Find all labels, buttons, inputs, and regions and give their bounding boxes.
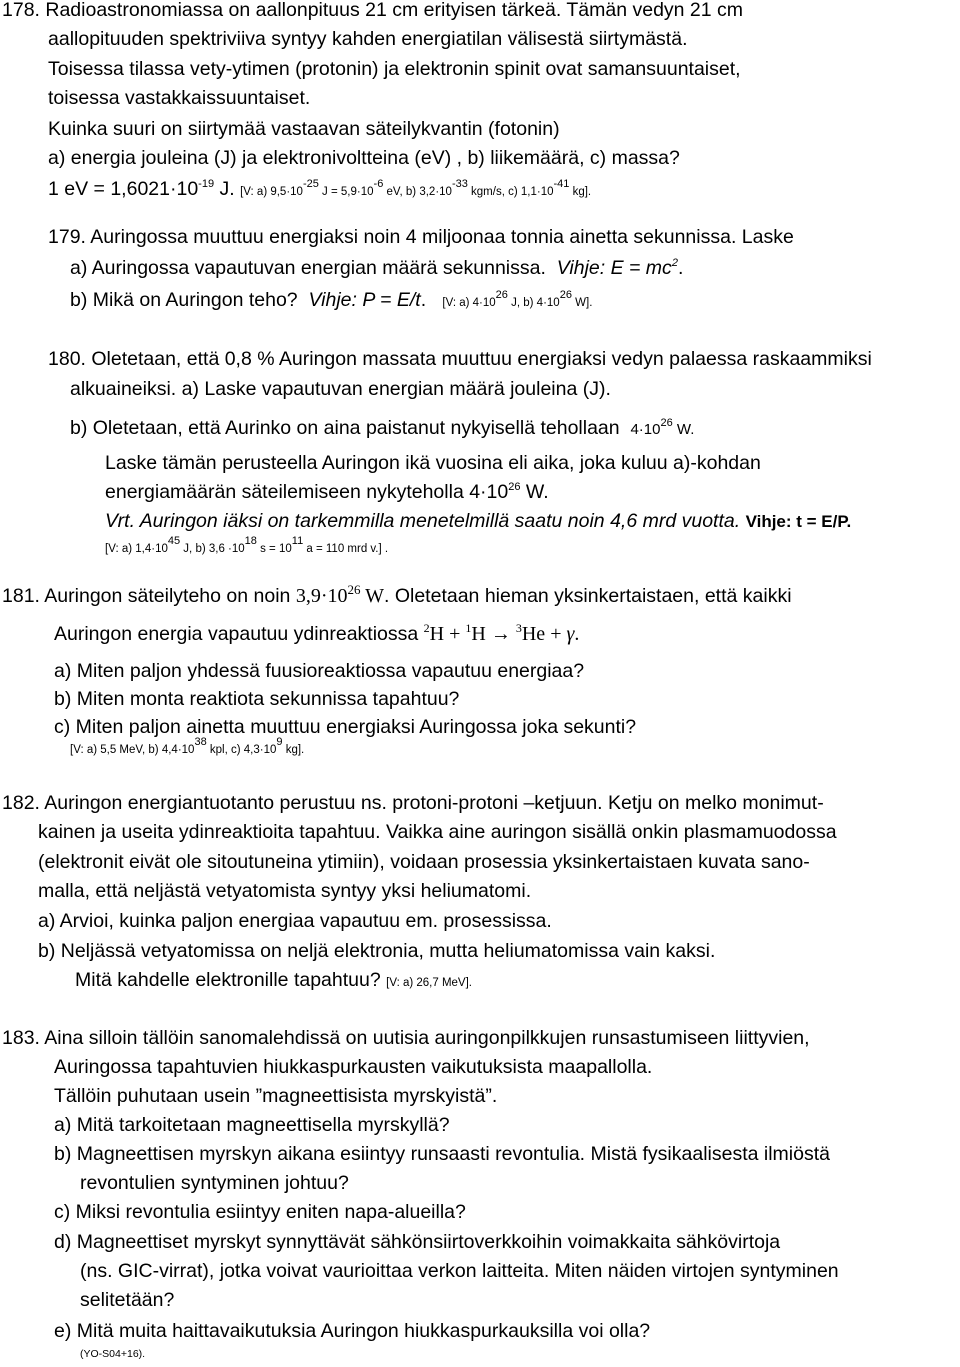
p182-answer: [V: a) 26,7 MeV]. (386, 977, 472, 989)
p181-line-1: 181. Auringon säteilyteho on noin $3,9\cdot 10^{26}$ W. Oletetaan hieman yksinkertaistaen, että kaikki (2, 582, 792, 607)
p179-answer: [V: a) 4·1026 J, b) 4·1026 W]. (442, 289, 593, 309)
p181-line-2: Auringon energia vapautuu ydinreaktiossa $^2$H + $^1$H → $^3$He + γ. (54, 621, 580, 645)
p181-answer: [V: a) 5,5 MeV, b) 4,4·1038 kpl, c) 4,3·109 kg]. (70, 736, 305, 756)
hint-mc2: Vihje: E = mc (556, 257, 672, 279)
p182-line-7: Mitä kahdelle elektronille tapahtuu? [V: a) 26,7 MeV]. (75, 969, 472, 991)
solar-power-value: 3,9·10 (295, 585, 348, 607)
p183-line-11: e) Mitä muita haittavaikutuksia Auringon hiukkaspurkauksilla voi olla? (54, 1320, 651, 1342)
p180-line-4: Laske tämän perusteella Auringon ikä vuosina eli aika, joka kuluu a)-kohdan (105, 452, 761, 474)
p180-line-5: energiamäärän säteilemiseen nykyteholla $4\cdot 10^{26}$ W. (105, 481, 549, 503)
p183-line-5: b) Magneettisen myrskyn aikana esiintyy runsaasti revontulia. Mistä fysikaalisesta ilmiöstä (54, 1143, 830, 1165)
p180-answer: [V: a) 1,4·1045 J, b) 3,6 ·1018 s = 1011 a = 110 mrd v.] . (105, 535, 389, 555)
p178-line-2: aallopituuden spektriviiva syntyy kahden energiatilan välisestä siirtymästä. (48, 28, 688, 50)
p180-line-6: Vrt. Auringon iäksi on tarkemmilla menetelmillä saatu noin 4,6 mrd vuotta. Vihje: t = E/P. (105, 510, 852, 532)
p181-line-4: b) Miten monta reaktiota sekunnissa tapahtuu? (54, 688, 460, 710)
p180-line-3: b) Oletetaan, että Aurinko on aina paistanut nykyisellä tehollaan $4\cdot 10^{26}$ W. (70, 417, 695, 439)
p182-line-3: (elektronit eivät ole sitoutuneina ytimiin), voidaan prosessia yksinkertaistaen kuvata sano- (38, 851, 810, 873)
p179-line-2: a) Auringossa vapautuvan energian määrä sekunnissa. Vihje: $E = mc^2$. (70, 257, 684, 279)
p183-source: (YO-S04+16). (80, 1348, 146, 1360)
p182-line-2: kainen ja useita ydinreaktioita tapahtuu. Vaikka aine auringon sisällä onkin plasmamuodossa (38, 821, 837, 843)
fusion-equation: $^2$H + $^1$H → $^3$He + γ. (423, 621, 580, 645)
p183-line-2: Auringossa tapahtuvien hiukkaspurkausten vaikutuksista maapallolla. (54, 1056, 653, 1078)
hint-power: Vihje: P = E/t (308, 289, 421, 311)
p182-line-5: a) Arvioi, kuinka paljon energiaa vapautuu em. prosessissa. (38, 910, 552, 932)
p178-line-7 (48, 176, 591, 205)
p183-line-8: d) Magneettiset myrskyt synnyttävät sähkönsiirtoverkkoihin voimakkaita sähkövirtoja (54, 1231, 781, 1253)
p180-line-1: 180. Oletetaan, että 0,8 % Auringon massata muuttuu energiaksi vedyn palaessa raskaammiksi (48, 348, 872, 370)
p178-line-3: Toisessa tilassa vety-ytimen (protonin) ja elektronin spinit ovat samansuuntaiset, (48, 58, 741, 80)
ev-conversion: 1 eV = 1,6021·10 (48, 178, 199, 200)
p179-line-1: 179. Auringossa muuttuu energiaksi noin 4 miljoonaa tonnia ainetta sekunnissa. Laske (48, 226, 794, 248)
p178-line-6: a) energia jouleina (J) ja elektronivoltteina (eV) , b) liikemäärä, c) massa? (48, 147, 680, 169)
hint-time: Vihje: t = E/P. (745, 512, 852, 531)
ev-exponent: -19 (198, 178, 215, 190)
p181-line-3: a) Miten paljon yhdessä fuusioreaktiossa vapautuu energiaa? (54, 660, 585, 682)
p182-line-6: b) Neljässä vetyatomissa on neljä elektronia, mutta heliumatomissa vain kaksi. (38, 940, 716, 962)
p183-line-7: c) Miksi revontulia esiintyy eniten napa-alueilla? (54, 1201, 466, 1223)
p183-line-1: 183. Aina silloin tällöin sanomalehdissä on uutisia auringonpilkkujen runsastumiseen liittyvien, (2, 1027, 810, 1049)
p181-line-5: c) Miten paljon ainetta muuttuu energiaksi Auringossa joka sekunti? (54, 716, 637, 738)
p178-line-5: Kuinka suuri on siirtymää vastaavan säteilykvantin (fotonin) (48, 118, 560, 140)
p178-line-4: toisessa vastakkaissuuntaiset. (48, 87, 311, 109)
p180-line-2: alkuaineiksi. a) Laske vapautuvan energian määrä jouleina (J). (70, 378, 611, 400)
p182-line-4: malla, että neljästä vetyatomista syntyy yksi heliumatomi. (38, 880, 532, 902)
p178-answer: [V: a) 9,5·10-25 J = 5,9·10-6 eV, b) 3,2·10-33 kgm/s, c) 1,1·10-41 kg]. (240, 178, 592, 198)
p183-line-4: a) Mitä tarkoitetaan magneettisella myrskyllä? (54, 1114, 450, 1136)
p183-line-10: selitetään? (80, 1289, 175, 1311)
ev-unit: J. (214, 178, 235, 200)
p183-line-9: (ns. GIC-virrat), jotka voivat vaurioittaa verkon laitteita. Miten näiden virtojen syntyminen (80, 1260, 839, 1282)
p179-line-3: b) Mikä on Auringon teho? Vihje: P = E/t. [V: a) 4·1026 J, b) 4·1026 W]. (70, 289, 593, 311)
p182-line-1: 182. Auringon energiantuotanto perustuu ns. protoni-protoni –ketjuun. Ketju on melko monimut- (2, 792, 824, 814)
p178-line-1: 178. Radioastronomiassa on aallonpituus 21 cm erityisen tärkeä. Tämän vedyn 21 cm (2, 0, 744, 21)
p183-line-6: revontulien syntyminen johtuu? (80, 1172, 349, 1194)
p183-line-3: Tällöin puhutaan usein ”magneettisista myrskyistä”. (54, 1085, 498, 1107)
